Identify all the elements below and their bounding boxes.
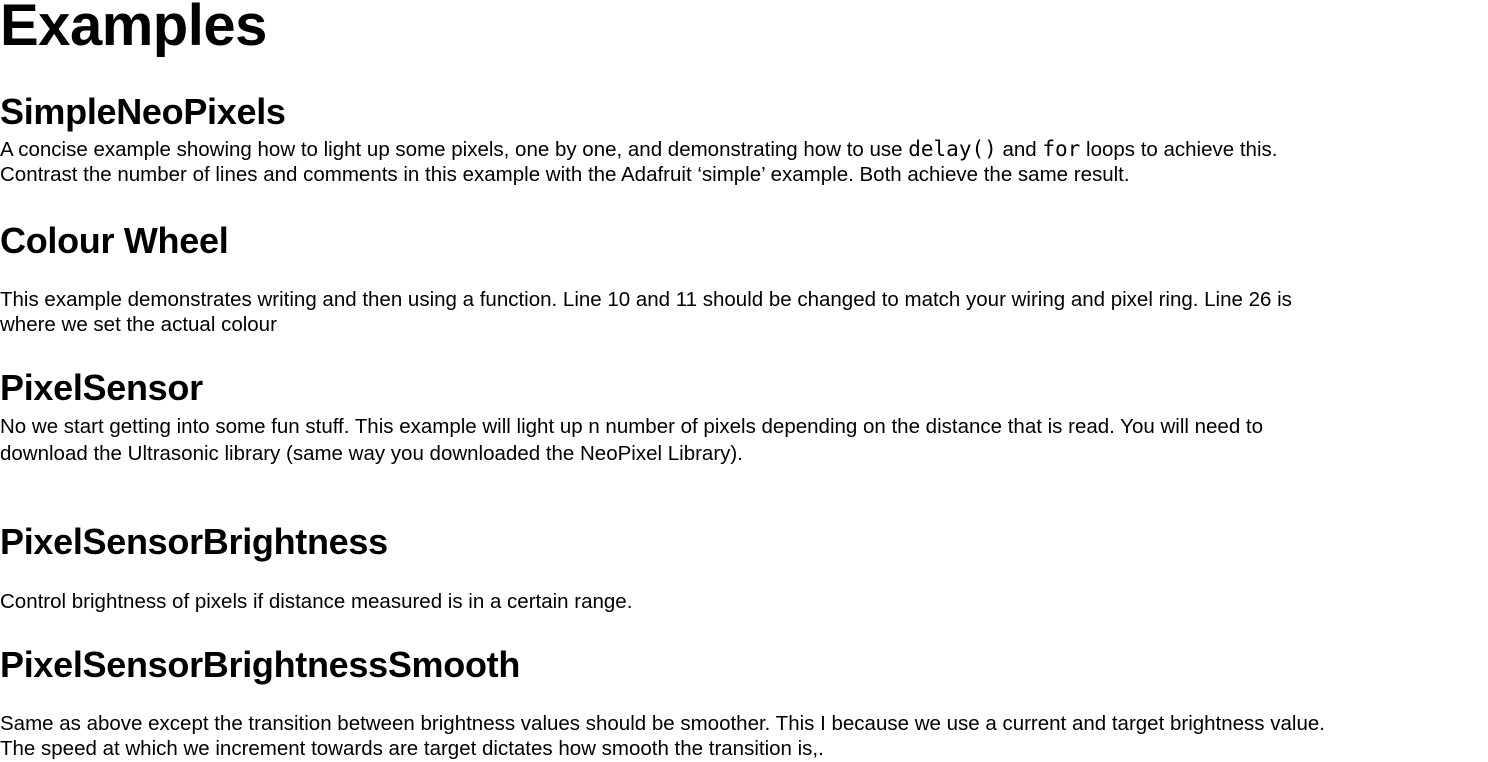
section-heading-pixelsensor: PixelSensor xyxy=(0,367,203,408)
text-line: Control brightness of pixels if distance measured is in a certain range. xyxy=(0,590,633,613)
section-text-pixelsensor xyxy=(0,413,1263,467)
code-for: for xyxy=(1042,137,1081,161)
section-text-pixelsensorbrightness xyxy=(0,589,632,614)
text-line: No we start getting into some fun stuff. This example will light up n number of pixels depending on the distance that is read. You will need to xyxy=(0,415,1264,438)
text-line xyxy=(0,137,1277,162)
text-line: Same as above except the transition between brightness values should be smoother. This I because we use a current and target brightness value. xyxy=(0,712,1325,735)
text-line: where we set the actual colour xyxy=(0,313,277,336)
code-delay: delay() xyxy=(908,137,997,161)
text-line: Contrast the number of lines and comments in this example with the Adafruit ‘simple’ example. Both achieve the same result. xyxy=(0,163,1130,186)
section-heading-simpleneopixels: SimpleNeoPixels xyxy=(0,91,286,132)
text-segment: A concise example showing how to light up some pixels, one by one, and demonstrating how to use xyxy=(0,138,909,161)
text-line: This example demonstrates writing and then using a function. Line 10 and 11 should be changed to match your wiring and pixel ring. Line 26 is xyxy=(0,288,1292,311)
section-text-simpleneopixels xyxy=(0,137,1277,187)
text-line: The speed at which we increment towards are target dictates how smooth the transition is,. xyxy=(0,737,824,760)
page-title: Examples xyxy=(0,0,267,58)
section-text-pixelsensorbrightnesssmooth xyxy=(0,711,1325,761)
section-heading-pixelsensorbrightnesssmooth: PixelSensorBrightnessSmooth xyxy=(0,644,521,685)
section-heading-pixelsensorbrightness: PixelSensorBrightness xyxy=(0,521,388,562)
section-heading-colour-wheel: Colour Wheel xyxy=(0,220,229,261)
text-line: download the Ultrasonic library (same way you downloaded the NeoPixel Library). xyxy=(0,442,743,465)
text-segment: loops to achieve this. xyxy=(1080,138,1278,161)
text-segment: and xyxy=(996,138,1043,161)
section-text-colour-wheel xyxy=(0,287,1292,337)
